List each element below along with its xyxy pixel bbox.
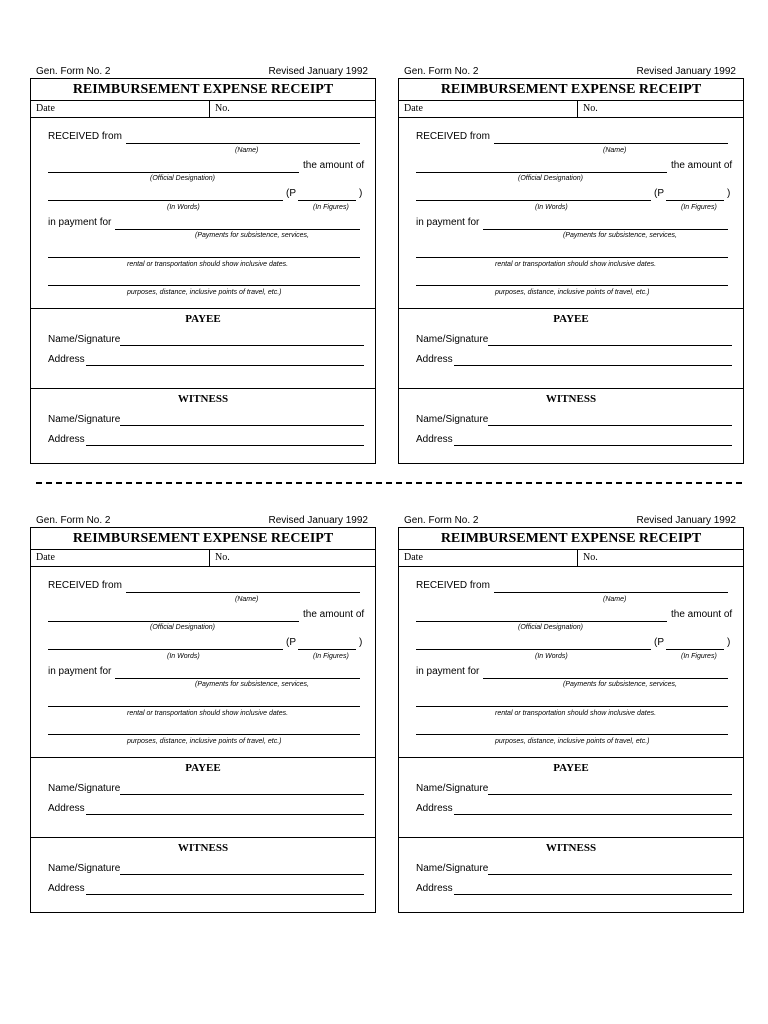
designation-line[interactable] [416,172,667,173]
payment-for-label: in payment for [416,217,480,228]
payee-section [399,309,743,389]
words-caption: (In Words) [167,204,200,211]
date-number-row [31,101,375,118]
date-label: Date [36,552,55,563]
revision-date: Revised January 1992 [636,66,736,77]
payee-title: PAYEE [185,762,221,774]
witness-name-signature-label: Name/Signature [416,414,489,425]
receipt-box [30,527,376,913]
witness-title: WITNESS [545,842,597,854]
peso-close: ) [727,188,731,199]
payment-line-3[interactable] [48,734,360,735]
payee-title: PAYEE [553,313,589,325]
payee-address-label: Address [416,803,453,814]
designation-line[interactable] [48,621,299,622]
amount-words-line[interactable] [48,649,283,650]
receipt-form-top-right [398,65,744,464]
payment-for-label: in payment for [48,217,112,228]
amount-figures-line[interactable] [298,200,356,201]
designation-line[interactable] [48,172,299,173]
receipt-title: REIMBURSEMENT EXPENSE RECEIPT [399,79,743,101]
receipt-body [31,118,375,309]
figures-caption: (In Figures) [313,653,349,660]
words-caption: (In Words) [167,653,200,660]
cut-line [36,482,742,484]
amount-of-label: the amount of [671,609,733,620]
witness-address-label: Address [416,434,453,445]
payment-line-2[interactable] [416,257,728,258]
payment-caption-3: purposes, distance, inclusive points of travel, etc.) [495,738,650,745]
witness-name-signature-label: Name/Signature [48,414,121,425]
payee-name-signature-label: Name/Signature [48,783,121,794]
payee-title: PAYEE [553,762,589,774]
name-caption: (Name) [235,147,259,154]
designation-caption: (Official Designation) [150,175,215,182]
name-line[interactable] [494,143,728,144]
receipt-body [31,567,375,758]
payment-caption-2: rental or transportation should show inclusive dates. [495,710,657,717]
form-header [30,514,376,527]
payment-caption-3: purposes, distance, inclusive points of travel, etc.) [495,289,650,296]
payment-caption-1: (Payments for subsistence, services, [563,232,677,239]
amount-of-label: the amount of [303,160,365,171]
payee-name-signature-line[interactable] [120,794,364,795]
witness-name-signature-line[interactable] [120,425,364,426]
date-divider [209,550,210,566]
receipt-body [399,118,743,309]
amount-of-label: the amount of [671,160,733,171]
revision-date: Revised January 1992 [268,66,368,77]
payee-address-label: Address [48,354,85,365]
date-number-row [399,101,743,118]
words-caption: (In Words) [535,653,568,660]
receipt-box [30,78,376,464]
figures-caption: (In Figures) [681,204,717,211]
witness-title: WITNESS [177,393,229,405]
payee-name-signature-line[interactable] [488,345,732,346]
witness-section [399,838,743,917]
payment-caption-3: purposes, distance, inclusive points of travel, etc.) [127,738,282,745]
amount-figures-line[interactable] [666,200,724,201]
payment-caption-1: (Payments for subsistence, services, [195,232,309,239]
name-line[interactable] [494,592,728,593]
witness-section [399,389,743,468]
name-caption: (Name) [603,147,627,154]
peso-open: (P [654,188,664,199]
witness-address-line[interactable] [86,894,364,895]
payment-caption-1: (Payments for subsistence, services, [195,681,309,688]
witness-title: WITNESS [545,393,597,405]
payment-line-1[interactable] [115,229,360,230]
words-caption: (In Words) [535,204,568,211]
payment-line-2[interactable] [48,706,360,707]
witness-address-label: Address [416,883,453,894]
number-label: No. [583,552,598,563]
designation-line[interactable] [416,621,667,622]
peso-close: ) [359,637,363,648]
receipt-box [398,78,744,464]
payee-section [31,309,375,389]
received-from-label: RECEIVED from [416,131,490,142]
peso-close: ) [727,637,731,648]
witness-name-signature-line[interactable] [120,874,364,875]
witness-address-line[interactable] [86,445,364,446]
payment-line-3[interactable] [416,734,728,735]
payment-for-label: in payment for [48,666,112,677]
payee-address-label: Address [48,803,85,814]
name-caption: (Name) [603,596,627,603]
date-divider [577,550,578,566]
witness-name-signature-label: Name/Signature [48,863,121,874]
receipt-form-top-left [30,65,376,464]
amount-of-label: the amount of [303,609,365,620]
witness-name-signature-line[interactable] [488,425,732,426]
figures-caption: (In Figures) [681,653,717,660]
date-number-row [31,550,375,567]
designation-caption: (Official Designation) [518,624,583,631]
receipt-box [398,527,744,913]
payee-title: PAYEE [185,313,221,325]
payment-line-1[interactable] [483,678,728,679]
payee-section [31,758,375,838]
payment-line-2[interactable] [48,257,360,258]
payee-name-signature-label: Name/Signature [416,783,489,794]
payee-address-line[interactable] [454,365,732,366]
payment-for-label: in payment for [416,666,480,677]
form-header [398,65,744,78]
peso-open: (P [286,188,296,199]
date-divider [577,101,578,117]
witness-section [31,389,375,468]
number-label: No. [215,103,230,114]
form-number: Gen. Form No. 2 [404,515,479,526]
date-label: Date [36,103,55,114]
payment-line-3[interactable] [48,285,360,286]
payment-caption-1: (Payments for subsistence, services, [563,681,677,688]
name-line[interactable] [126,143,360,144]
designation-caption: (Official Designation) [150,624,215,631]
witness-address-label: Address [48,883,85,894]
figures-caption: (In Figures) [313,204,349,211]
receipt-title: REIMBURSEMENT EXPENSE RECEIPT [31,79,375,101]
amount-figures-line[interactable] [666,649,724,650]
name-line[interactable] [126,592,360,593]
received-from-label: RECEIVED from [416,580,490,591]
receipt-form-bottom-right [398,514,744,913]
receipt-form-bottom-left [30,514,376,913]
payee-name-signature-label: Name/Signature [416,334,489,345]
witness-name-signature-label: Name/Signature [416,863,489,874]
payee-name-signature-line[interactable] [120,345,364,346]
payment-caption-2: rental or transportation should show inclusive dates. [127,261,289,268]
name-caption: (Name) [235,596,259,603]
witness-title: WITNESS [177,842,229,854]
date-label: Date [404,103,423,114]
payment-line-3[interactable] [416,285,728,286]
witness-name-signature-line[interactable] [488,874,732,875]
receipt-title: REIMBURSEMENT EXPENSE RECEIPT [399,528,743,550]
number-label: No. [583,103,598,114]
revision-date: Revised January 1992 [268,515,368,526]
peso-open: (P [286,637,296,648]
revision-date: Revised January 1992 [636,515,736,526]
witness-address-line[interactable] [454,445,732,446]
received-from-label: RECEIVED from [48,580,122,591]
received-from-label: RECEIVED from [48,131,122,142]
payee-address-line[interactable] [86,814,364,815]
witness-section [31,838,375,917]
number-label: No. [215,552,230,563]
amount-words-line[interactable] [48,200,283,201]
designation-caption: (Official Designation) [518,175,583,182]
witness-address-label: Address [48,434,85,445]
payment-line-2[interactable] [416,706,728,707]
amount-words-line[interactable] [416,649,651,650]
payment-caption-2: rental or transportation should show inclusive dates. [495,261,657,268]
receipt-body [399,567,743,758]
form-header [398,514,744,527]
form-number: Gen. Form No. 2 [36,515,111,526]
date-label: Date [404,552,423,563]
amount-words-line[interactable] [416,200,651,201]
form-number: Gen. Form No. 2 [404,66,479,77]
payee-name-signature-line[interactable] [488,794,732,795]
payee-address-label: Address [416,354,453,365]
payment-caption-3: purposes, distance, inclusive points of travel, etc.) [127,289,282,296]
peso-close: ) [359,188,363,199]
payee-address-line[interactable] [454,814,732,815]
payee-section [399,758,743,838]
payment-caption-2: rental or transportation should show inclusive dates. [127,710,289,717]
witness-address-line[interactable] [454,894,732,895]
amount-figures-line[interactable] [298,649,356,650]
payee-address-line[interactable] [86,365,364,366]
date-divider [209,101,210,117]
form-header [30,65,376,78]
date-number-row [399,550,743,567]
payment-line-1[interactable] [115,678,360,679]
receipt-title: REIMBURSEMENT EXPENSE RECEIPT [31,528,375,550]
peso-open: (P [654,637,664,648]
payee-name-signature-label: Name/Signature [48,334,121,345]
form-number: Gen. Form No. 2 [36,66,111,77]
payment-line-1[interactable] [483,229,728,230]
